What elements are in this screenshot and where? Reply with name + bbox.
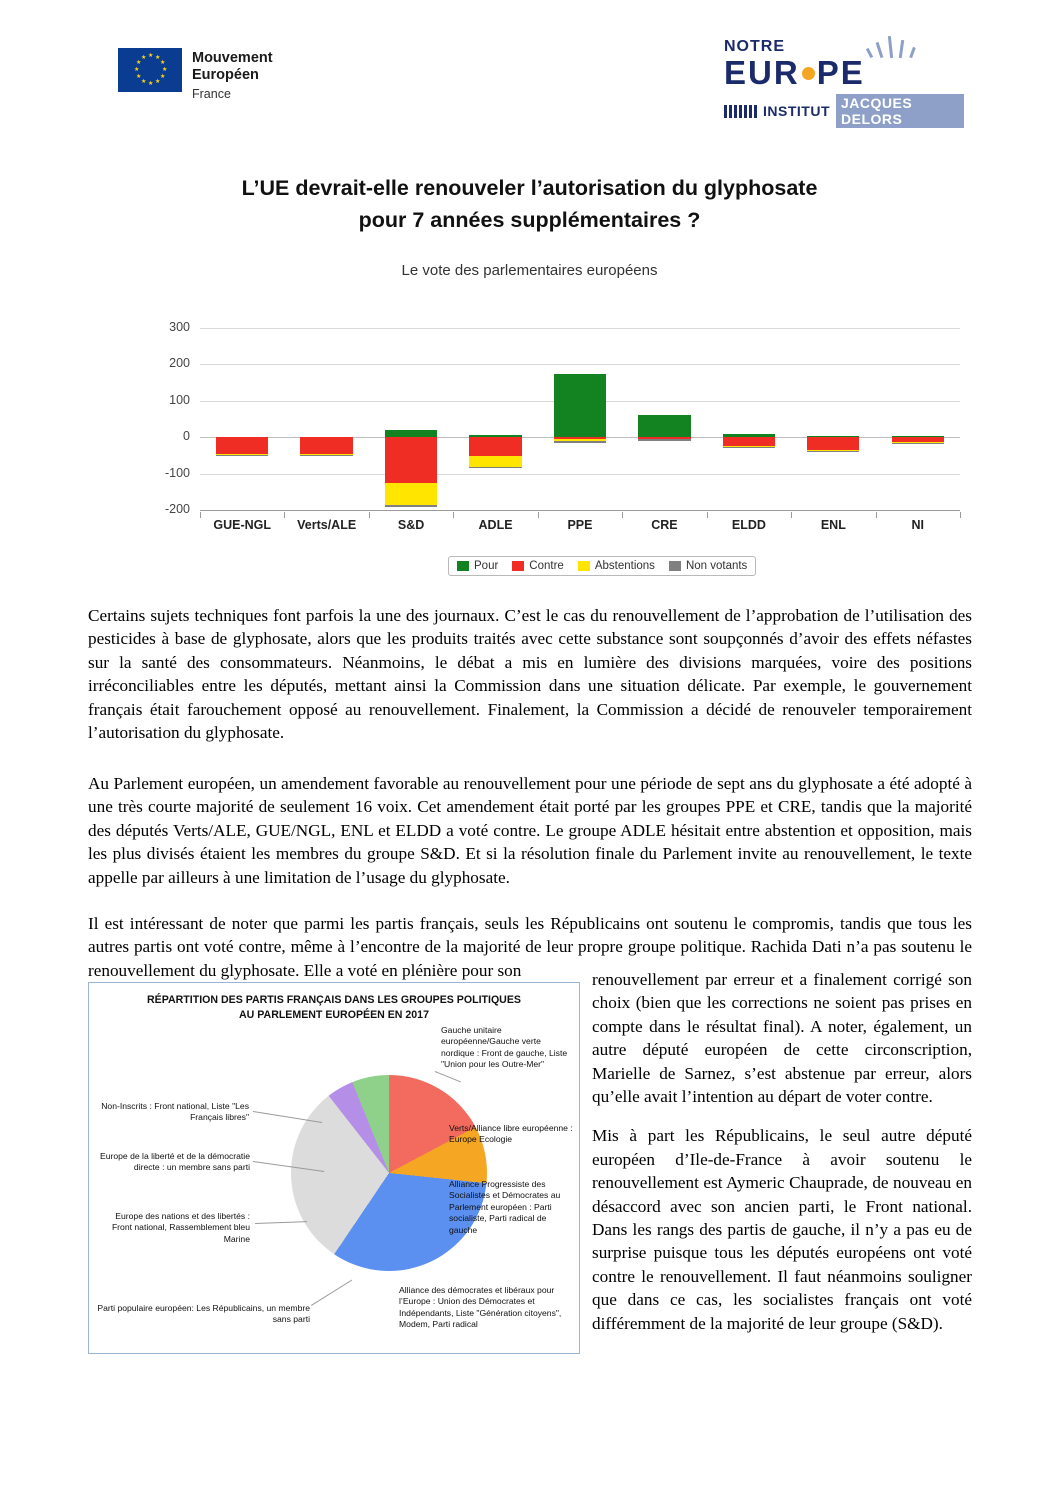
notre-europe-logo [724,38,964,128]
chart-bar-segment [216,455,268,456]
chart-bar-segment [469,437,521,456]
chart-bar-segment [554,374,606,438]
right-column-text [592,968,972,1351]
chart-bar-segment [554,441,606,443]
header-logos [0,38,1059,138]
logo-me-line2: Européen [192,66,259,83]
page-title [0,172,1059,236]
chart-bar-segment [385,430,437,437]
chart-bar-segment [385,483,437,505]
chart-gridline [200,364,960,365]
logo-ne-institute: INSTITUT [763,103,830,119]
chart-bar-segment [807,437,859,450]
legend-label-non-votants: Non votants [685,560,748,572]
chart-y-tick-label: -200 [164,502,190,516]
chart-bar-segment [723,447,775,448]
pie-title-line-1: RÉPARTITION DES PARTIS FRANÇAIS DANS LES GROUPES POLITIQUES [147,994,521,1006]
chart-bar-segment [892,443,944,444]
pie-chart-figure [88,982,580,1354]
chart-bar-segment [469,467,521,468]
chart-gridline [200,474,960,475]
chart-gridline [200,328,960,329]
legend-label-abstentions: Abstentions [594,560,655,572]
pie-label-sd: Alliance Progressiste des Socialistes et Démocrates au Parlement européen : Parti socialiste, Parti radical de gauche [449,1179,561,1235]
chart-y-tick-label: -100 [164,465,190,480]
chart-x-tick-eldd: ELDD [731,518,766,532]
chart-x-tick-gue-ngl: GUE-NGL [213,518,272,532]
chart-y-tick-label: 300 [169,320,190,334]
logo-ne-main [724,56,964,90]
logo-ne-main-left: EUR [724,54,800,91]
paragraph-2: Au Parlement européen, un amendement favorable au renouvellement pour une période de sept ans du glyphosate a été adopté à une très courte majorité de seulement 16 voix. Cet amendement était porté par les groupes PPE et CRE, tandis que la majorité des députés Verts/ALE, GUE/NGL, ENL et ELDD a voté contre. Le groupe ADLE hésitait entre abstention et opposition, mais les plus divisés étaient les membres du groupe S&D. Et si la résolution finale du Parlement invite au renouvellement, le texte appelle par ailleurs à une limitation de l’usage du glyphosate. [88,774,972,887]
leader-line-7 [435,1071,461,1082]
pie-label-enl: Europe des nations et des libertés : Front national, Rassemblement bleu Marine [111,1211,250,1244]
logo-ne-top: NOTRE [724,38,785,55]
logo-ne-delors: JACQUES DELORS [836,94,964,128]
title-line-1: L’UE devrait-elle renouveler l’autorisation du glyphosate [241,176,818,200]
logo-ne-main-right: PE [816,54,865,91]
chart-x-tick-labels [200,512,960,540]
leader-line-3 [255,1221,307,1224]
pie-label-verts: Verts/Alliance libre européenne : Europe Ecologie [449,1123,573,1145]
chart-y-tick-label: 100 [169,392,190,407]
legend-item-abstentions [578,560,655,572]
legend-item-non-votants [669,560,747,572]
chart-bar-segment [723,437,775,446]
legend-item-contre [512,560,564,572]
chart-y-tick-label: 0 [183,429,190,444]
paragraph-5: Mis à part les Républicains, le seul autre député européen d’Ile-de-France à avoir soutenu le renouvellement est Aymeric Chauprade, de nouveau en désaccord avec son ancien parti, le Front national. Dans les rangs des partis de gauche, il n’y a pas eu de surprise puisque tous les députés européens ont voté contre le renouvellement. Il faut néanmoins souligner que dans ce cas, les socialistes français ont voté différemment de la majorité de leur groupe (S&D). [592,1126,972,1333]
legend-label-contre: Contre [529,560,564,572]
legend-label-pour: Pour [474,560,499,572]
chart-x-tick-s-d: S&D [397,518,425,532]
bars-icon [724,105,757,118]
page-subtitle: Le vote des parlementaires européens [401,262,658,279]
pie-label-eldd: Europe de la liberté et de la démocratie directe : un membre sans parti [99,1151,250,1173]
chart-x-tick-mark [960,512,961,518]
eu-flag-icon: ★ ★ ★ ★ ★ ★ ★ ★ ★ ★ ★ ★ [118,48,182,92]
chart-x-tick-ppe: PPE [567,518,593,532]
pie-title-line-2: AU PARLEMENT EUROPÉEN EN 2017 [239,1009,429,1021]
chart-bar-segment [216,437,268,453]
chart-bar-segment [300,455,352,456]
paragraph-4: renouvellement par erreur et a finalement corrigé son choix (bien que les corrections ne soient pas prises en compte dans le résultat final). A noter, également, un autre député européen de cette circonscription, Marielle de Sarnez, s’est abstenue par erreur, alors qu’elle avait l’intention au départ de voter contre. [592,970,972,1107]
chart-x-tick-mark [200,512,201,518]
title-line-2: pour 7 années supplémentaires ? [358,208,701,232]
pie-chart [291,1075,487,1271]
chart-x-axis [200,510,960,511]
pie-label-gue: Gauche unitaire européenne/Gauche verte nordique : Front de gauche, Liste "Union pour les Outre-Mer" [441,1025,568,1070]
chart-bar-segment [385,505,437,507]
chart-bar-segment [807,451,859,452]
paragraph-3: Il est intéressant de noter que parmi les partis français, seuls les Républicains ont soutenu le compromis, tandis que tous les autres partis ont voté contre, même à l’encontre de la majorité de leur propre groupe politique. Rachida Dati n’a pas soutenu le renouvellement du glyphosate. Elle a voté en plénière pour son [88,914,972,980]
chart-x-tick-verts-ale: Verts/ALE [297,518,357,532]
vote-bar-chart [78,310,978,580]
logo-me-line1: Mouvement [192,50,273,66]
chart-x-tick-enl: ENL [820,518,846,532]
chart-bar-segment [469,456,521,467]
chart-x-tick-ni: NI [911,518,925,532]
legend-item-pour [457,560,498,572]
chart-plot-area [164,320,960,516]
pie-label-adle: Alliance des démocrates et libéraux pour l’Europe : Union des Démocrates et Indépendants, Liste "Génération citoyens", Modem, Parti radical [399,1285,562,1330]
chart-x-tick-cre: CRE [651,518,678,532]
logo-me-line3: France [192,87,231,101]
chart-x-tick-adle: ADLE [478,518,513,532]
chart-y-tick-label: 200 [169,356,190,371]
paragraph-1: Certains sujets techniques font parfois la une des journaux. C’est le cas du renouvellement de l’approbation de l’utilisation des pesticides à base de glyphosate, alors que les produits traités avec cette substance sont soupçonnés d’avoir des effets néfastes sur la santé des consommateurs. Néanmoins, le débat a mis en lumière des divisions marquées, voire des positions irréconciliables entre les députés, mettant ainsi la Commission dans une situation délicate. Par exemple, le gouvernement français était farouchement opposé au renouvellement. Finalement, la Commission a décidé de renouveler temporairement l’autorisation du glyphosate. [88,606,972,743]
chart-legend [448,556,756,576]
chart-bar-segment [300,437,352,454]
pie-label-non-inscrits: Non-Inscrits : Front national, Liste "Les Français libres" [101,1101,249,1123]
pie-label-ppe: Parti populaire européen: Les Républicains, un membre sans parti [97,1303,310,1325]
pie-chart-title [89,993,579,1023]
rays-icon [866,32,926,58]
chart-bar-segment [385,437,437,483]
orange-dot-icon [802,67,815,80]
chart-bar-segment [638,439,690,440]
leader-line-4 [311,1280,352,1306]
chart-bar-segment [638,415,690,437]
mouvement-europeen-logo [118,48,273,103]
